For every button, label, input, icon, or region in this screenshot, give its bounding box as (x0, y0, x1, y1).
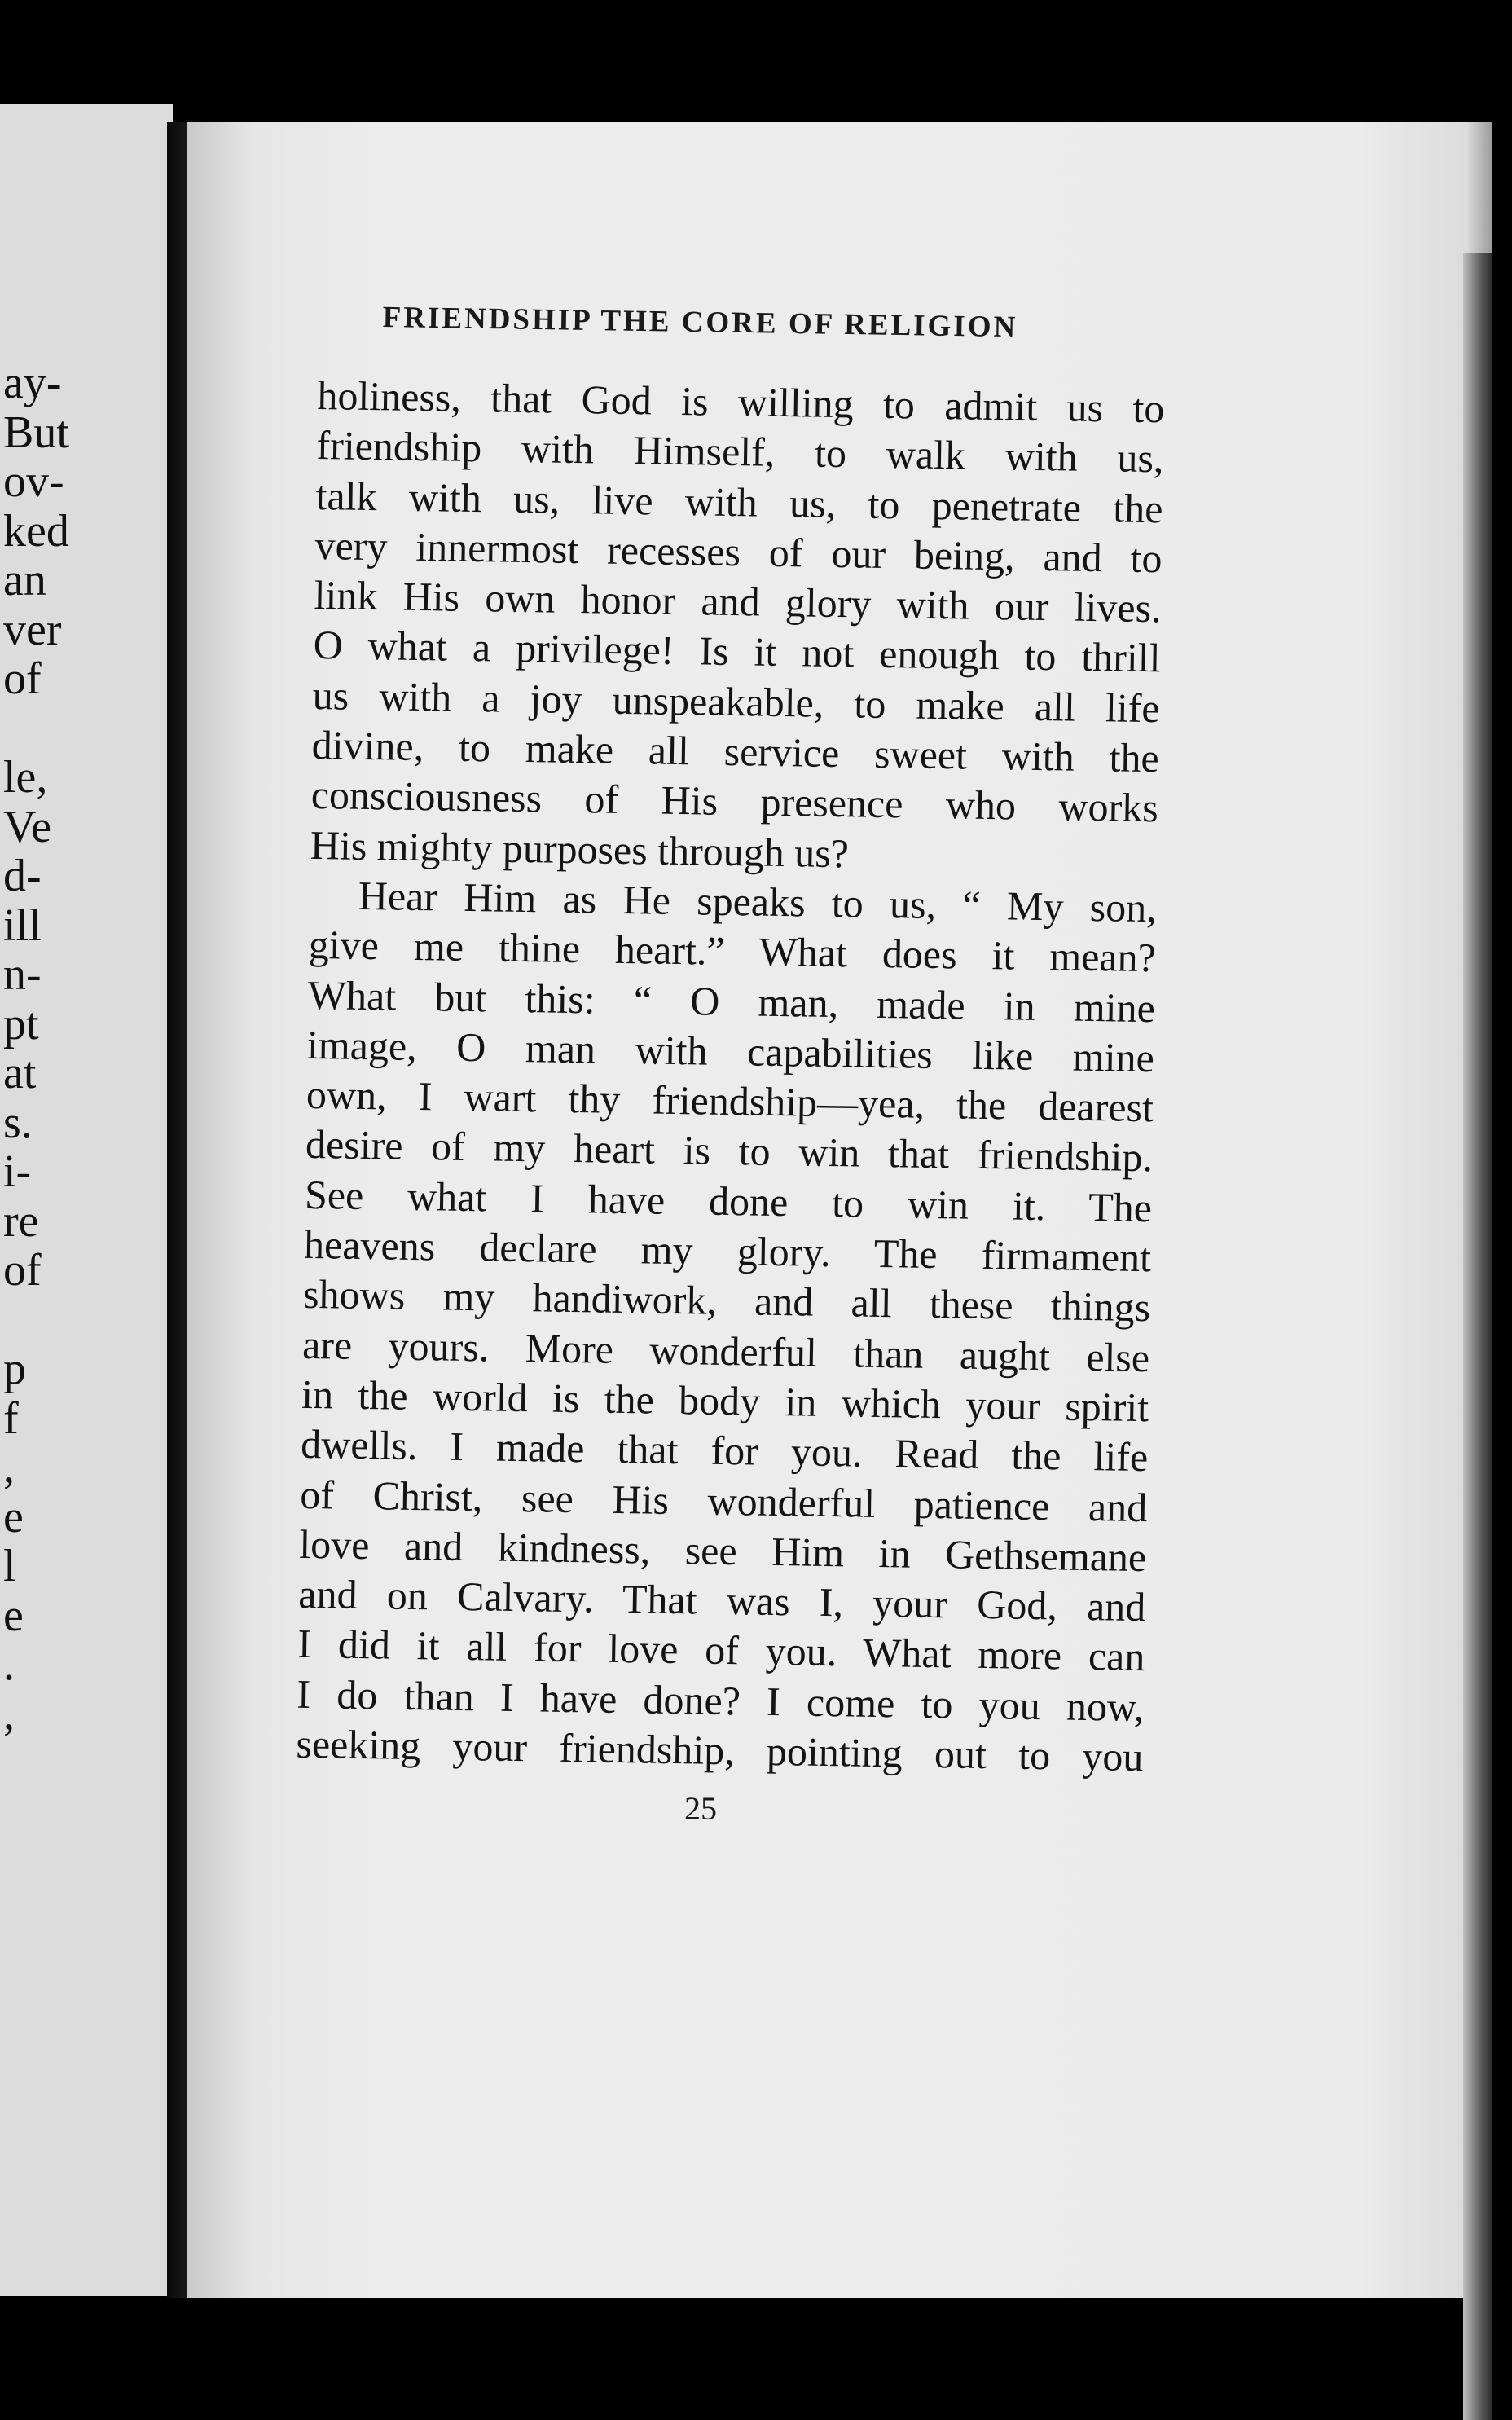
fragment-line (0, 1296, 69, 1345)
fragment-line: e (3, 1491, 24, 1542)
text-line: heavens declare my glory. The firmament (303, 1221, 1152, 1281)
text-line: dwells. I made that for you. Read the life (300, 1421, 1149, 1481)
text-line: consciousness of His presence who works (310, 772, 1159, 831)
fragment-line: ov- (3, 456, 64, 507)
text-line: I did it all for love of you. What more can (297, 1621, 1145, 1680)
text-line: See what I have done to win it. The (304, 1171, 1153, 1230)
fragment-line: , (3, 1442, 15, 1493)
fragment-line: n- (3, 949, 42, 1000)
page-edge-shadow (1463, 253, 1492, 2420)
fragment-line: ill (3, 900, 42, 951)
text-line: His mighty purposes through us? (310, 821, 850, 876)
text-line: of Christ, see His wonderful patience and (299, 1471, 1148, 1530)
text-line: shows my handiwork, and all these things (302, 1271, 1151, 1331)
text-line: divine, to make all service sweet with the (311, 722, 1160, 781)
text-line: Hear Him as He speaks to us, “ My son, (358, 872, 1158, 931)
text-line: love and kindness, see Him in Gethsemane (298, 1520, 1147, 1580)
text-line: I do than I have done? I come to you now, (297, 1670, 1145, 1730)
text-line: talk with us, live with us, to penetrate the (315, 472, 1163, 531)
fragment-line: . (3, 1639, 15, 1690)
previous-page (0, 104, 173, 2296)
text-line: link His own honor and glory with our lives. (314, 572, 1162, 631)
previous-page-text-fragments (0, 359, 69, 1739)
text-line: desire of my heart is to win that friendship. (305, 1121, 1154, 1181)
fragment-line: f (3, 1393, 19, 1444)
fragment-line: p (3, 1344, 26, 1394)
text-line: own, I wart thy friendship—yea, the dearest (305, 1071, 1154, 1131)
page-body-text (296, 371, 1165, 1782)
fragment-line: e (3, 1590, 24, 1641)
text-line: give me thine heart.” What does it mean? (308, 922, 1157, 981)
fragment-line: pt (3, 998, 39, 1049)
fragment-line: d- (3, 851, 42, 901)
page-number: 25 (684, 1790, 717, 1827)
text-line: What but this: “ O man, made in mine (307, 971, 1156, 1031)
fragment-line: l (3, 1541, 16, 1591)
fragment-line: at (3, 1048, 37, 1098)
text-line: O what a privilege! Is it not enough to thrill (313, 622, 1162, 681)
text-line: very innermost recesses of our being, and to (314, 521, 1163, 582)
fragment-line: s. (3, 1097, 33, 1148)
fragment-line: , (3, 1688, 15, 1740)
fragment-line: i- (3, 1146, 32, 1197)
running-head: FRIENDSHIP THE CORE OF RELIGION (382, 300, 1018, 345)
fragment-line: an (3, 555, 46, 605)
fragment-line: of (3, 1245, 42, 1296)
fragment-line: ver (3, 604, 62, 655)
text-line: in the world is the body in which your spirit (301, 1371, 1149, 1431)
text-line: seeking your friendship, pointing out to you (296, 1720, 1144, 1780)
fragment-line: ay- (3, 358, 62, 408)
fragment-line: le, (3, 752, 48, 803)
text-line: us with a joy unspeakable, to make all life (312, 671, 1161, 732)
text-line: are yours. More wonderful than aught else (301, 1321, 1150, 1380)
text-line: image, O man with capabilities like mine (306, 1021, 1155, 1081)
fragment-line: re (3, 1195, 39, 1247)
text-line: holiness, that God is willing to admit us to (317, 372, 1165, 432)
text-line: and on Calvary. That was I, your God, and (297, 1570, 1146, 1630)
text-line: friendship with Himself, to walk with us, (316, 422, 1164, 482)
fragment-line (0, 704, 69, 754)
fragment-line: But (3, 407, 69, 458)
fragment-line: ked (3, 505, 69, 557)
fragment-line: of (3, 653, 42, 704)
fragment-line: Ve (3, 801, 52, 852)
